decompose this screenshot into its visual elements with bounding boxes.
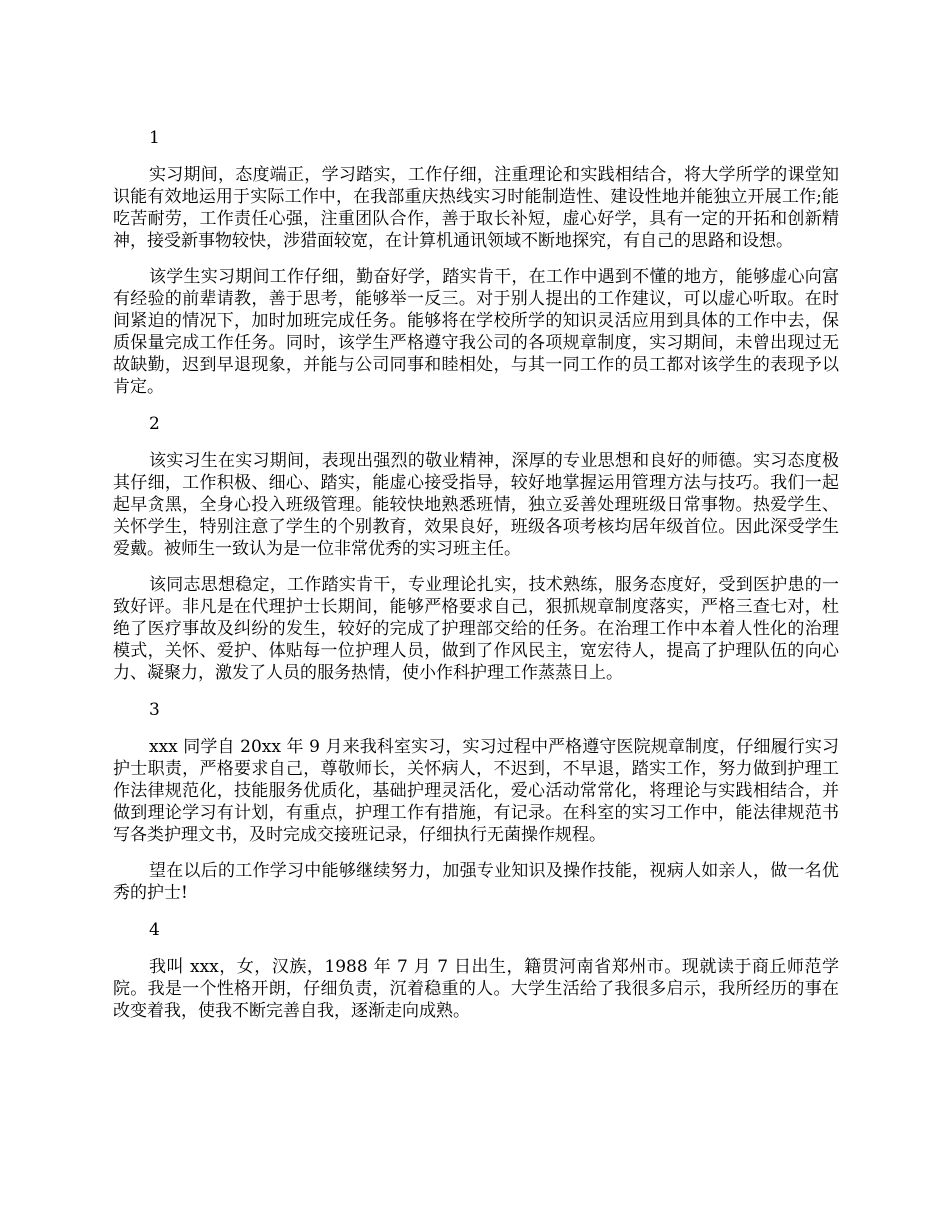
paragraph: xxx 同学自 20xx 年 9 月来我科室实习，实习过程中严格遵守医院规章制度，仔细履行实习护士职责，严格要求自己，尊敬师长，关怀病人，不迟到，不早退，踏实工作，努力做到护理工作法律规范化，技能服务优质化，基础护理灵活化，爱心活动常常化，将理论与实践相结合，并做到理论学习有计划，有重点，护理工作有措施，有记录。在科室的实习工作中，能法律规范书写各类护理文书，及时完成交接班记录，仔细执行无菌操作规程。: [113, 737, 839, 845]
paragraph: 我叫 xxx，女，汉族，1988 年 7 月 7 日出生，籍贯河南省郑州市。现就读于商丘师范学院。我是一个性格开朗，仔细负责，沉着稳重的人。大学生活给了我很多启示，我所经历的事在改变着我，使我不断完善自我，逐渐走向成熟。: [113, 957, 839, 1021]
section-number: 4: [149, 920, 160, 940]
section-number: 3: [149, 700, 160, 720]
paragraph: 该实习生在实习期间，表现出强烈的敬业精神，深厚的专业思想和良好的师德。实习态度极其仔细，工作积极、细心、踏实，能虚心接受指导，较好地掌握运用管理方法与技巧。我们一起起早贪黑，全身心投入班级管理。能较快地熟悉班情，独立妥善处理班级日常事物。热爱学生、关怀学生，特别注意了学生的个别教育，效果良好，班级各项考核均居年级首位。因此深受学生爱戴。被师生一致认为是一位非常优秀的实习班主任。: [113, 451, 839, 559]
section-number: 1: [149, 128, 160, 148]
paragraph: 实习期间，态度端正，学习踏实，工作仔细，注重理论和实践相结合，将大学所学的课堂知识能有效地运用于实际工作中，在我部重庆热线实习时能制造性、建设性地并能独立开展工作;能吃苦耐劳，工作责任心强，注重团队合作，善于取长补短，虚心好学，具有一定的开拓和创新精神，接受新事物较快，涉猎面较宽，在计算机通讯领域不断地探究，有自己的思路和设想。: [113, 165, 839, 251]
document-page: [113, 118, 839, 1036]
paragraph: 望在以后的工作学习中能够继续努力，加强专业知识及操作技能，视病人如亲人，做一名优秀的护士!: [113, 861, 839, 903]
paragraph: 该同志思想稳定，工作踏实肯干，专业理论扎实，技术熟练，服务态度好，受到医护患的一致好评。非凡是在代理护士长期间，能够严格要求自己，狠抓规章制度落实，严格三查七对，杜绝了医疗事故及纠纷的发生，较好的完成了护理部交给的任务。在治理工作中本着人性化的治理模式，关怀、爱护、体贴每一位护理人员，做到了作风民主，宽宏待人，提高了护理队伍的向心力、凝聚力，激发了人员的服务热情，使小作科护理工作蒸蒸日上。: [113, 575, 839, 683]
section-number: 2: [149, 414, 160, 434]
paragraph: 该学生实习期间工作仔细，勤奋好学，踏实肯干，在工作中遇到不懂的地方，能够虚心向富有经验的前辈请教，善于思考，能够举一反三。对于别人提出的工作建议，可以虚心听取。在时间紧迫的情况下，加时加班完成任务。能够将在学校所学的知识灵活应用到具体的工作中去，保质保量完成工作任务。同时，该学生严格遵守我公司的各项规章制度，实习期间，未曾出现过无故缺勤，迟到早退现象，并能与公司同事和睦相处，与其一同工作的员工都对该学生的表现予以肯定。: [113, 267, 839, 397]
